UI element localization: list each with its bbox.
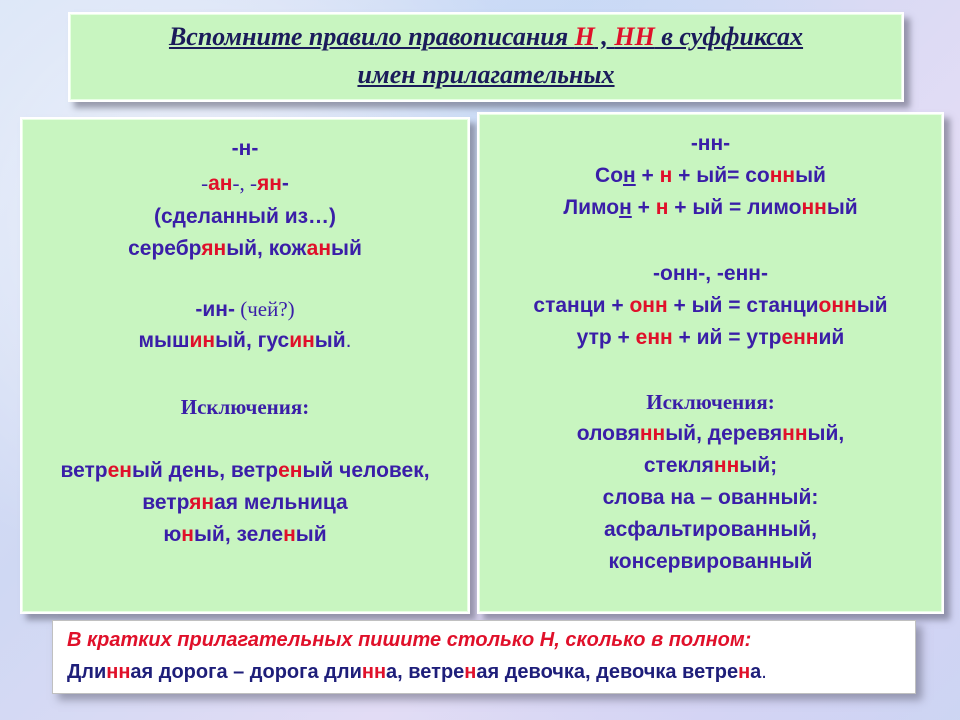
root-n: н (623, 164, 636, 187)
suffix: н (659, 164, 673, 187)
suffix-in: -ин- (195, 298, 235, 321)
suffix: онн (629, 294, 668, 317)
suffix: ен (107, 459, 132, 482)
right-panel-double-n (477, 112, 944, 614)
nn: нн (801, 196, 827, 219)
text: ый, деревя (665, 422, 783, 445)
text: ый (331, 237, 362, 260)
rule-son (479, 164, 942, 188)
text: ый (314, 329, 346, 352)
text: ый (295, 523, 327, 546)
suffix: ян (201, 237, 227, 260)
exception-r5: консервированный (608, 550, 813, 573)
suffix-an: ан (208, 172, 233, 195)
text: + ый = станци (667, 294, 819, 317)
suffix-yan: ян (256, 172, 282, 195)
suffix: ян (189, 491, 215, 514)
exception-r2 (479, 454, 942, 478)
title-panel (68, 12, 904, 102)
text: ю (163, 523, 182, 546)
text: ый (856, 294, 888, 317)
nn: нн (782, 422, 808, 445)
in-line (22, 297, 468, 322)
example-2 (22, 329, 468, 353)
nn: нн (769, 164, 796, 187)
an-yan-line (22, 171, 468, 196)
short-adjective-example (67, 661, 767, 684)
root-n: н (619, 196, 632, 219)
text: утр + (576, 326, 636, 349)
text: + ий = утр (672, 326, 782, 349)
suffix: н (181, 523, 194, 546)
text: Дли (67, 661, 107, 683)
title-h: Н (574, 22, 595, 51)
text: ый (826, 196, 858, 219)
exception-r3: слова на – ованный: (602, 486, 819, 509)
suffix: ин (289, 329, 315, 352)
rule-utr (479, 326, 942, 350)
suffix: енн (635, 326, 673, 349)
text: ый, зеле (193, 523, 284, 546)
text: ый человек, (302, 459, 430, 482)
text: ий (818, 326, 845, 349)
text: ый, гус (215, 329, 290, 352)
text: ая дорога – дорога дли (130, 661, 362, 683)
nn: нн (106, 661, 131, 683)
text: ая девочка, девочка ветре (476, 661, 739, 683)
rule-limon (479, 196, 942, 220)
text: серебр (128, 237, 202, 260)
text: ветр (60, 459, 108, 482)
text: ый день, ветр (131, 459, 279, 482)
dash: -, - (232, 171, 257, 195)
exception-r1 (479, 422, 942, 446)
text: ый (795, 164, 826, 187)
text: ый, кож (226, 237, 307, 260)
text: + ый= со (672, 164, 770, 187)
period: . (345, 329, 352, 352)
suffix: ен (278, 459, 303, 482)
exception-3 (22, 523, 468, 547)
text: Со (595, 164, 624, 187)
suffix: онн (818, 294, 857, 317)
made-of-line: (сделанный из…) (153, 205, 337, 228)
onn-enn-heading: -онн-, -енн- (653, 262, 768, 285)
exception-1 (22, 459, 468, 483)
plus: + (635, 164, 660, 187)
n: н (738, 661, 751, 683)
text: станци + (533, 294, 630, 317)
rule-stanci (479, 294, 942, 318)
nn: нн (713, 454, 740, 477)
suffix: н (655, 196, 669, 219)
short-adjective-rule: В кратких прилагательных пишите столько Н, сколько в полном: (67, 629, 752, 651)
title-text-2: в суффиксах (654, 22, 804, 51)
title-line-2: имен прилагательных (357, 60, 615, 89)
text: ая мельница (214, 491, 348, 514)
title-text: Вспомните правило правописания (168, 22, 575, 51)
title-line-1 (70, 22, 902, 52)
text: ветр (142, 491, 190, 514)
text: ый; (739, 454, 778, 477)
text: ый, (807, 422, 845, 445)
suffix: н (283, 523, 296, 546)
period: . (761, 661, 767, 683)
suffix-n-heading: -н- (231, 137, 259, 160)
nn: нн (361, 661, 387, 683)
text: мыш (138, 329, 190, 352)
title-hh: НН (614, 22, 655, 51)
suffix: ин (189, 329, 216, 352)
text: + ый = лимо (668, 196, 802, 219)
example-1 (22, 237, 468, 261)
left-panel-single-n (20, 117, 470, 614)
plus: + (631, 196, 656, 219)
exceptions-heading-right: Исключения: (646, 390, 775, 414)
text: Лимо (563, 196, 620, 219)
dash: - (201, 171, 209, 195)
dash: - (281, 172, 289, 195)
title-comma: , (594, 22, 615, 51)
suffix-nn-heading: -нн- (690, 132, 731, 155)
text: стекля (643, 454, 714, 477)
n: н (464, 661, 477, 683)
text: а, ветре (386, 661, 465, 683)
exception-2 (22, 491, 468, 515)
suffix: ан (306, 237, 332, 260)
nn: нн (639, 422, 666, 445)
exceptions-heading: Исключения: (180, 395, 310, 419)
question: (чей?) (234, 297, 295, 321)
suffix: енн (781, 326, 819, 349)
bottom-rule-panel (52, 620, 916, 694)
text: оловя (576, 422, 640, 445)
text: а (750, 661, 762, 683)
exception-r4: асфальтированный, (603, 518, 818, 541)
